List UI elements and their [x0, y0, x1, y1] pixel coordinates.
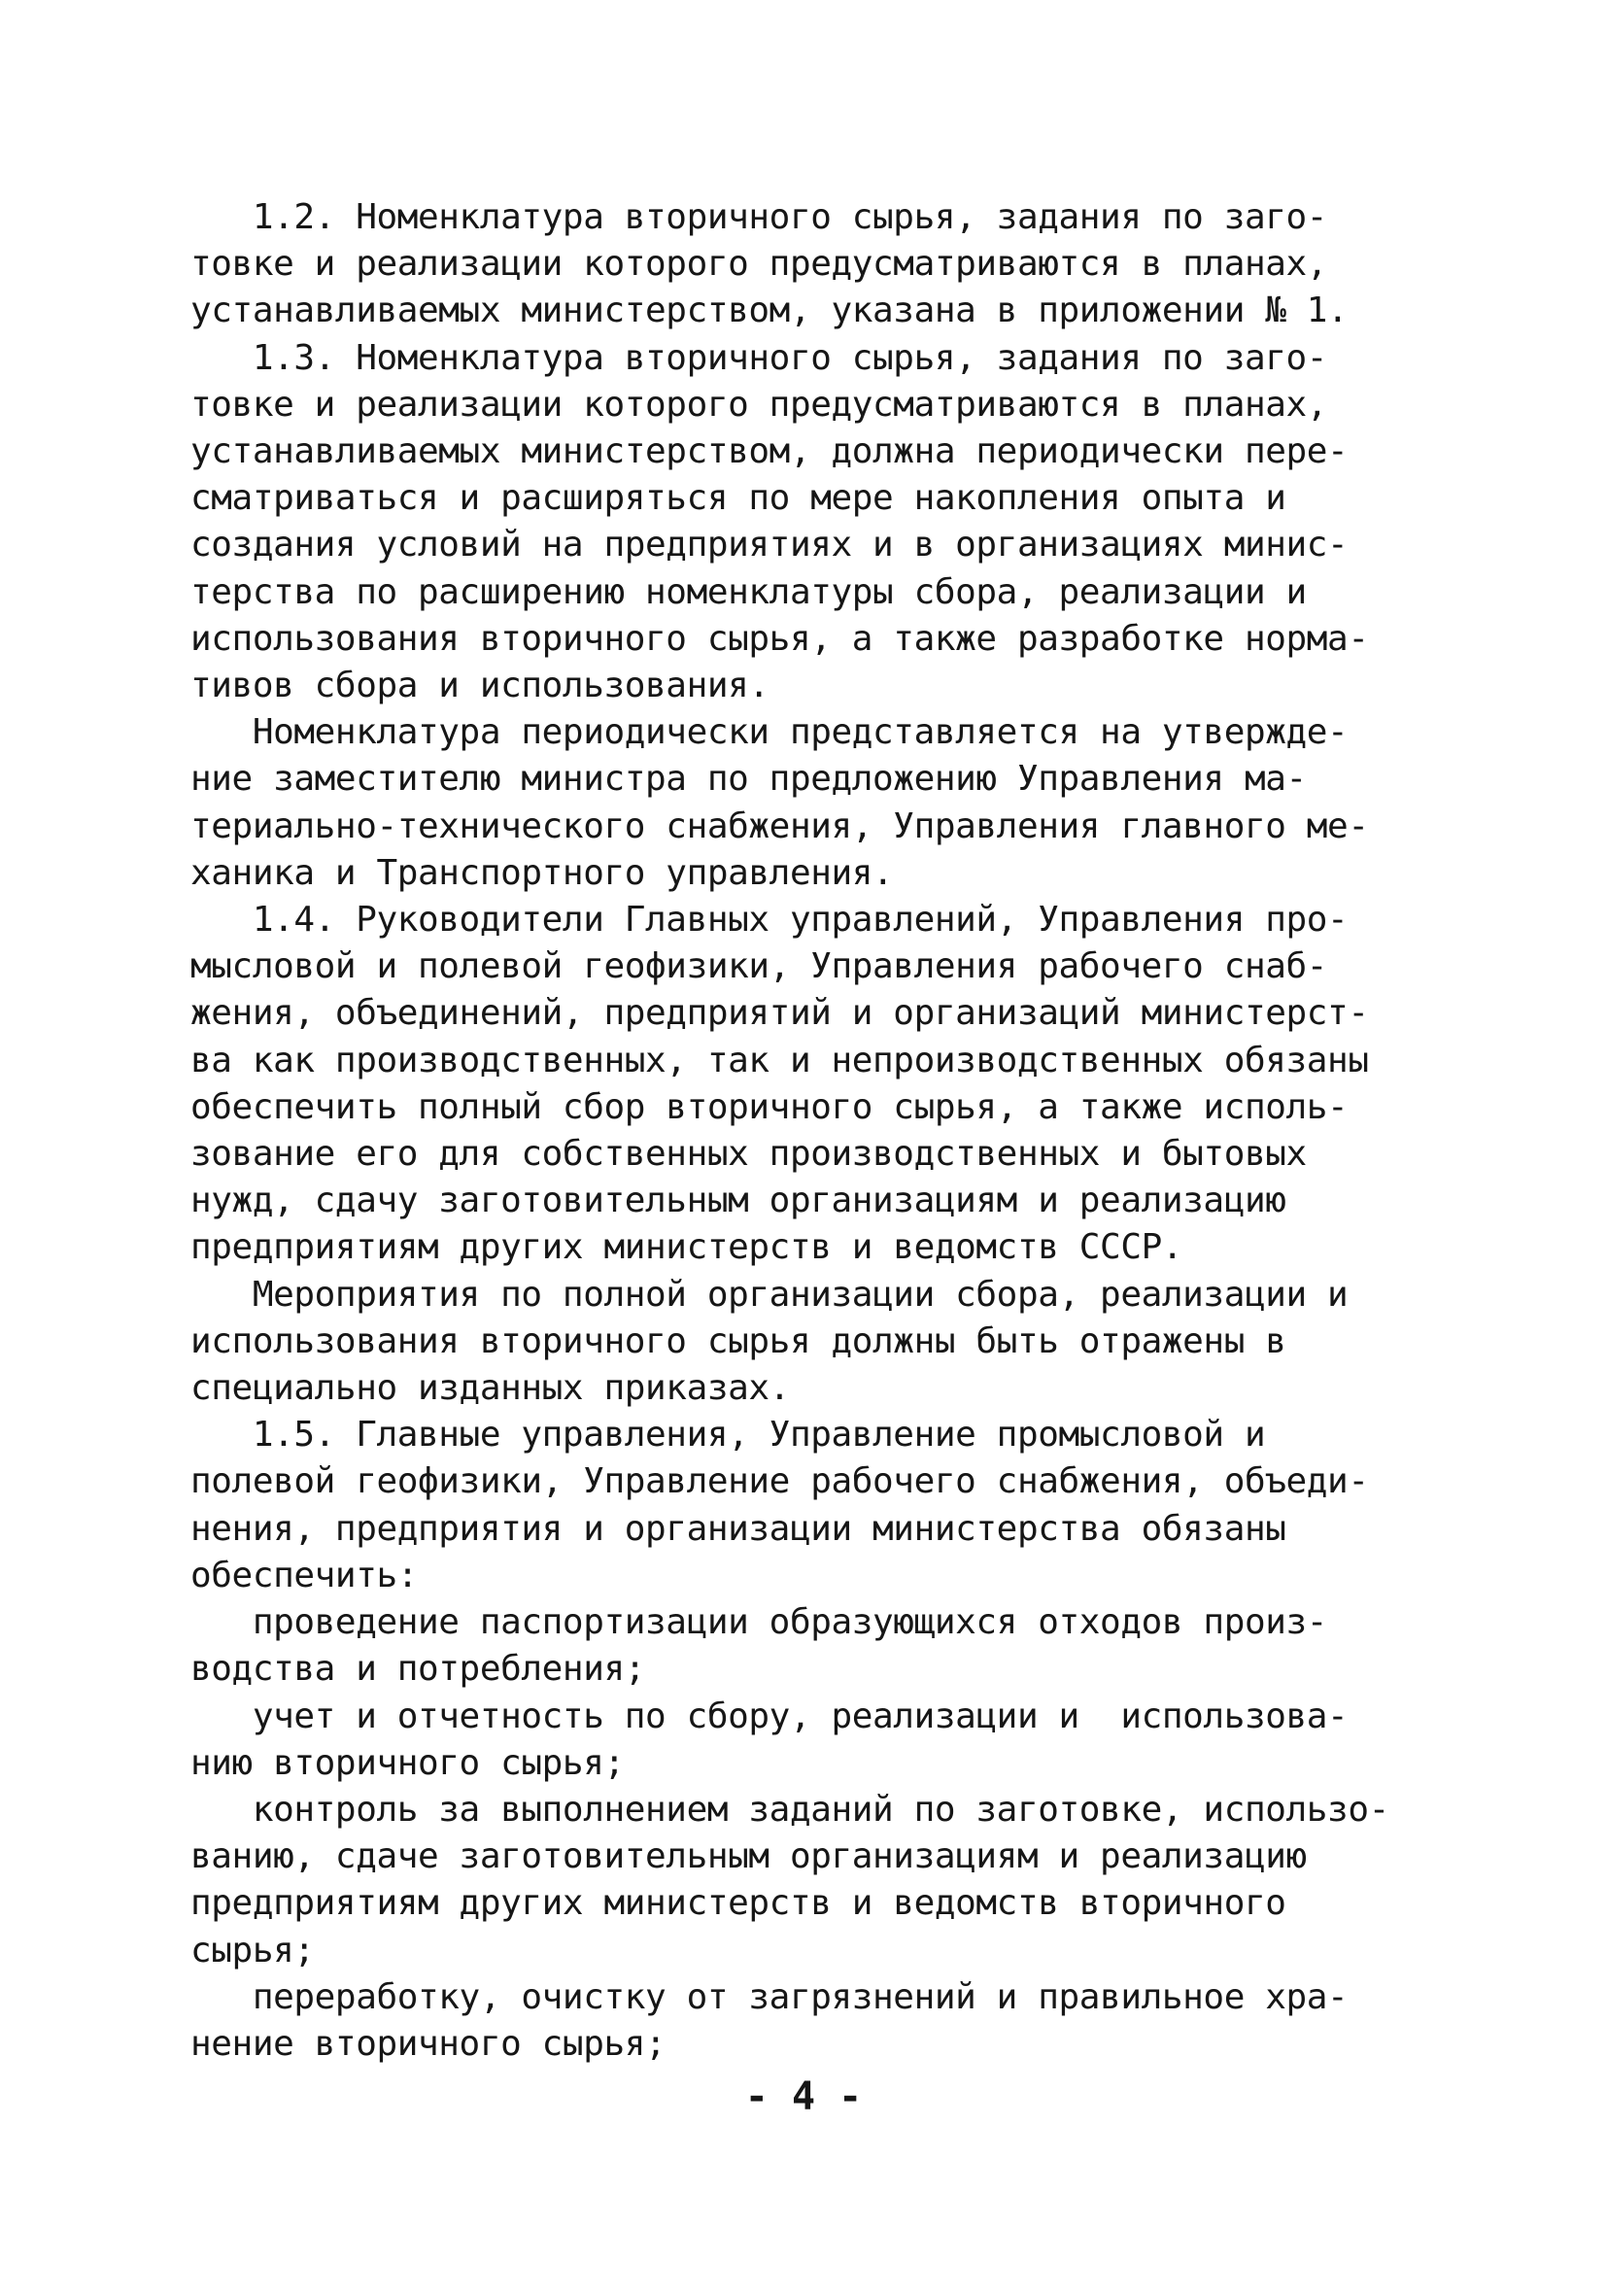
text-line: устанавливаемых министерством, указана в приложении № 1.	[190, 291, 1349, 331]
text-line: ванию, сдаче заготовительным организациям и реализацию	[190, 1836, 1307, 1877]
text-line: предприятиям других министерств и ведомств вторичного	[190, 1883, 1286, 1924]
text-line: нения, предприятия и организации министерства обязаны	[190, 1508, 1286, 1549]
text-line: ханика и Транспортного управления.	[190, 852, 894, 893]
text-line: создания условий на предприятиях и в организациях минис-	[190, 525, 1349, 565]
text-line: специально изданных приказах.	[190, 1368, 790, 1409]
text-line: жения, объединений, предприятий и организаций министерст-	[190, 993, 1369, 1034]
page-number: - 4 -	[744, 2074, 863, 2119]
text-line: Номенклатура периодически представляется на утвержде-	[190, 712, 1349, 753]
text-line: устанавливаемых министерством, должна периодически пере-	[190, 431, 1349, 472]
text-line: товке и реализации которого предусматриваются в планах,	[190, 384, 1328, 425]
text-line: учет и отчетность по сбору, реализации и использова-	[190, 1696, 1349, 1736]
text-line: водства и потребления;	[190, 1649, 646, 1690]
text-line: 1.5. Главные управления, Управление промысловой и	[190, 1415, 1266, 1456]
text-line: зование его для собственных производственных и бытовых	[190, 1134, 1307, 1175]
text-line: 1.3. Номенклатура вторичного сырья, задания по заго-	[190, 337, 1328, 378]
text-line: ва как производственных, так и непроизводственных обязаны	[190, 1040, 1369, 1080]
text-line: нение вторичного сырья;	[190, 2023, 667, 2064]
text-line: 1.2. Номенклатура вторичного сырья, задания по заго-	[190, 197, 1328, 237]
text-line: терства по расширению номенклатуры сбора, реализации и	[190, 571, 1307, 612]
text-line: переработку, очистку от загрязнений и правильное хра-	[190, 1976, 1349, 2017]
text-line: мысловой и полевой геофизики, Управления рабочего снаб-	[190, 946, 1328, 987]
text-line: сматриваться и расширяться по мере накопления опыта и	[190, 478, 1286, 519]
text-line: 1.4. Руководители Главных управлений, Управления про-	[190, 900, 1349, 941]
text-line: тивов сбора и использования.	[190, 666, 769, 706]
text-line: нию вторичного сырья;	[190, 1742, 625, 1783]
text-line: товке и реализации которого предусматриваются в планах,	[190, 244, 1328, 285]
text-line: ние заместителю министра по предложению Управления ма-	[190, 759, 1307, 800]
text-line: контроль за выполнением заданий по заготовке, использо-	[190, 1789, 1389, 1830]
text-line: использования вторичного сырья, а также разработке норма-	[190, 618, 1369, 659]
text-line: использования вторичного сырья должны быть отражены в	[190, 1320, 1286, 1361]
text-line: сырья;	[190, 1930, 315, 1970]
body-text	[190, 194, 1424, 2068]
text-line: полевой геофизики, Управление рабочего снабжения, объеди-	[190, 1461, 1369, 1502]
text-line: териально-технического снабжения, Управления главного ме-	[190, 805, 1369, 846]
text-line: Мероприятия по полной организации сбора, реализации и	[190, 1274, 1349, 1315]
text-line: обеспечить полный сбор вторичного сырья, а также исполь-	[190, 1086, 1349, 1127]
text-line: предприятиям других министерств и ведомств СССР.	[190, 1227, 1183, 1268]
text-line: проведение паспортизации образующихся отходов произ-	[190, 1602, 1328, 1643]
text-line: нужд, сдачу заготовительным организациям и реализацию	[190, 1181, 1286, 1221]
text-line: обеспечить:	[190, 1555, 419, 1595]
